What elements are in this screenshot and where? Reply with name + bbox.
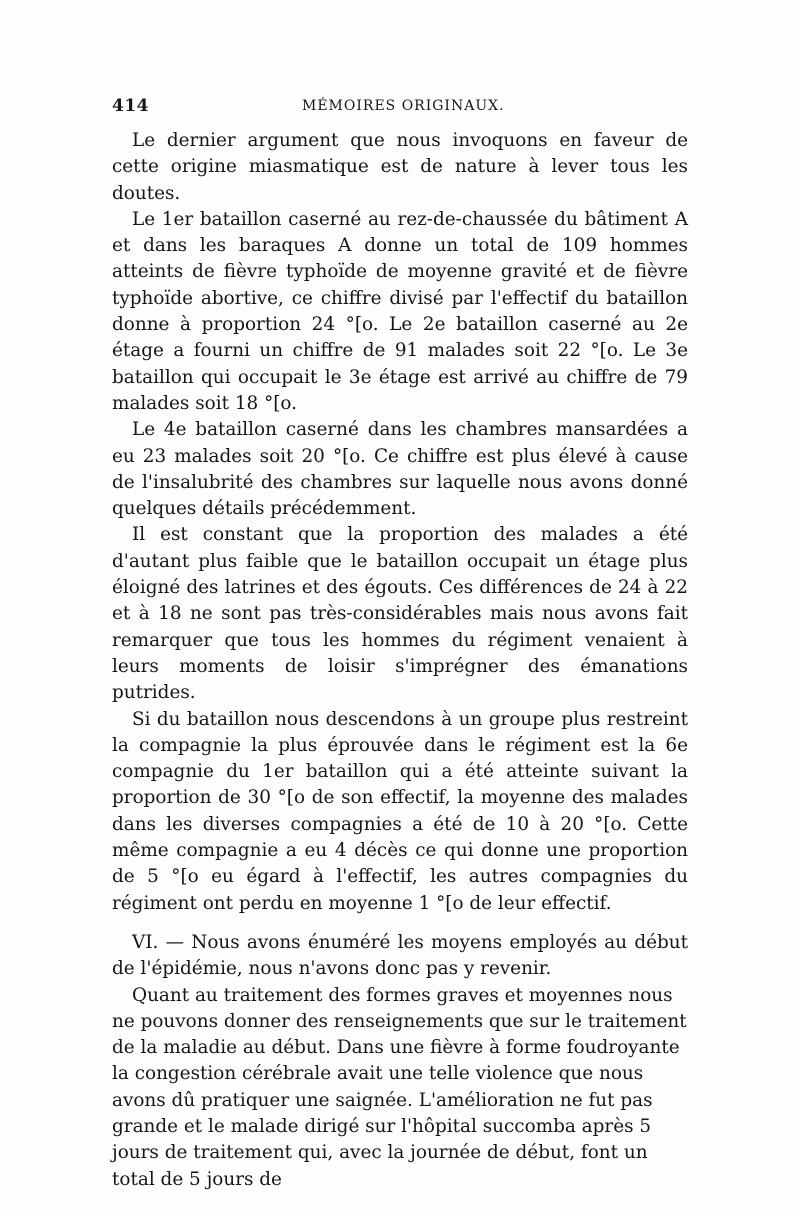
paragraph-first-battalion: Le 1er bataillon caserné au rez-de-chaussée du bâtiment A et dans les baraques A donne un total de 109 hommes atteints de fièvre typhoïde de moyenne gravité et de fièvre typhoïde abortive, ce chiffre divisé par l'effectif du bataillon donne à proportion 24 °[o. Le 2e bataillon caserné au 2e étage a fourni un chiffre de 91 malades soit 22 °[o. Le 3e bataillon qui occupait le 3e étage est arrivé au chiffre de 79 malades soit 18 °[o. — [112, 208, 688, 414]
paragraph-miasmatic-argument: Le dernier argument que nous invoquons en faveur de cette origine miasmatique est de nature à lever tous les doutes. — [112, 130, 688, 204]
paragraph-sixth-company: Si du bataillon nous descendons à un groupe plus restreint la compagnie la plus éprouvée dans le régiment est la 6e compagnie du 1er bataillon qui a été atteinte suivant la proportion de 30 °[o de son effectif, la moyenne des malades dans les diverses compagnies a été de 10 à 20 °[o. Cette même compagnie a eu 4 décès ce qui donne une proportion de 5 °[o eu égard à l'effectif, les autres compagnies du régiment ont perdu en moyenne 1 °[o de leur effectif. — [112, 708, 688, 914]
body-text — [112, 128, 688, 1193]
running-header — [112, 96, 692, 126]
paragraph-fourth-battalion: Le 4e bataillon caserné dans les chambres mansardées a eu 23 malades soit 20 °[o. Ce chiffre est plus élevé à cause de l'insalubrité des chambres sur laquelle nous avons donné quelques détails précédemment. — [112, 419, 688, 520]
paragraph-treatment: Quant au traitement des formes graves et moyennes nous ne pouvons donner des renseignements que sur le traitement de la maladie au début. Dans une fièvre à forme foudroyante la congestion cérébrale avait une telle violence que nous avons dû pratiquer une saignée. L'amélioration ne fut pas grande et le malade dirigé sur l'hôpital succomba après 5 jours de traitement qui, avec la journée de début, font un total de 5 jours de — [112, 984, 687, 1190]
paragraph-latrines-proportion: Il est constant que la proportion des malades a été d'autant plus faible que le bataillon occupait un étage plus éloigné des latrines et des égouts. Ces différences de 24 à 22 et à 18 ne sont pas très-considérables mais nous avons fait remarquer que tous les hommes du régiment venaient à leurs moments de loisir s'imprégner des émanations putrides. — [112, 524, 688, 704]
running-title: MÉMOIRES ORIGINAUX. — [302, 98, 505, 114]
page-number: 414 — [112, 96, 149, 116]
paragraph-section-vi: VI. — Nous avons énuméré les moyens employés au début de l'épidémie, nous n'avons donc pas y revenir. — [112, 931, 688, 980]
